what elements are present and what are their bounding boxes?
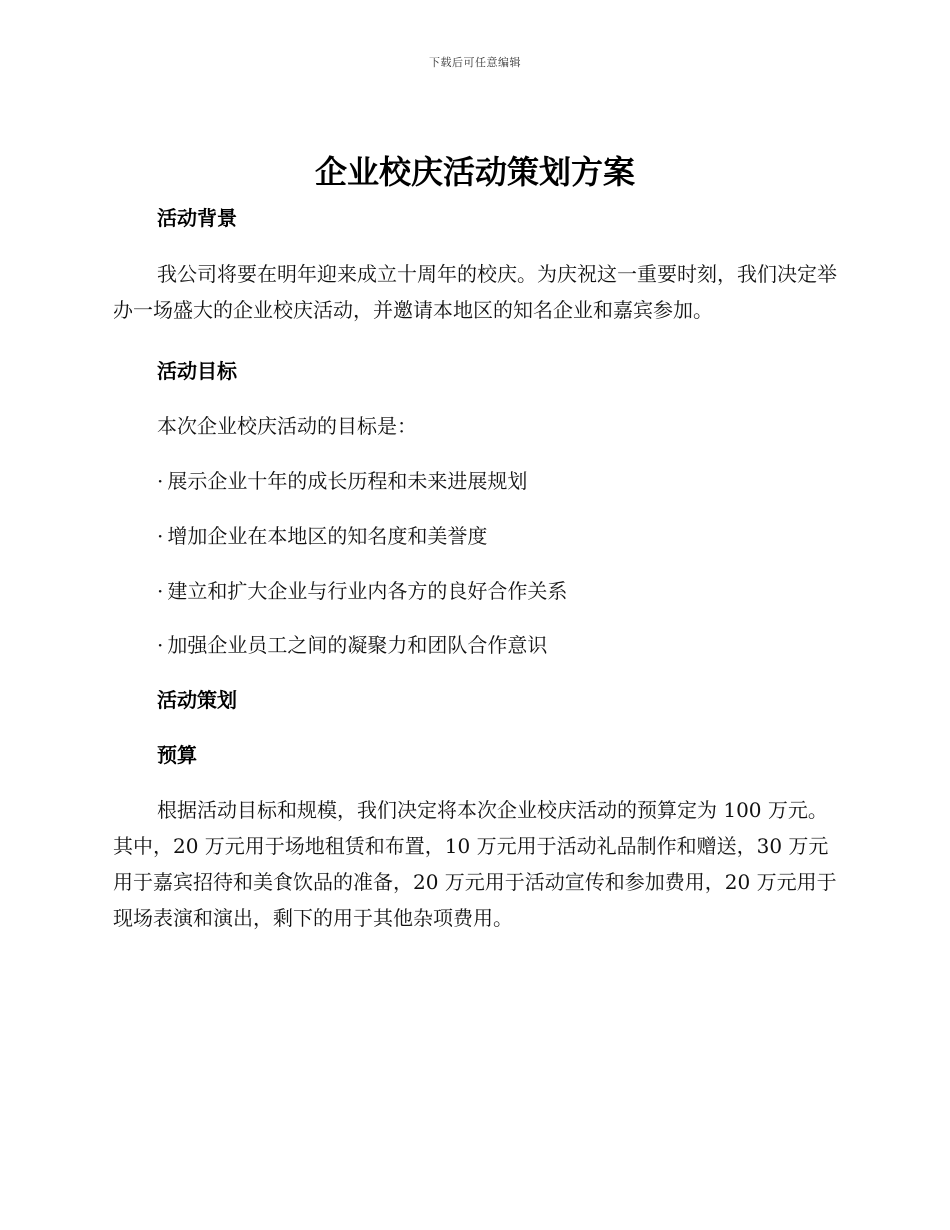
heading-planning: 活动策划 bbox=[157, 688, 237, 712]
goals-intro: 本次企业校庆活动的目标是： bbox=[157, 414, 417, 438]
bullet-marker: · bbox=[157, 633, 164, 657]
goal-list-item bbox=[157, 577, 567, 605]
goal-item-text: 加强企业员工之间的凝聚力和团队合作意识 bbox=[167, 633, 548, 657]
bullet-marker: · bbox=[157, 579, 164, 603]
document-title: 企业校庆活动策划方案 bbox=[314, 153, 635, 191]
goal-list-item bbox=[157, 631, 547, 659]
paragraph-budget: 根据活动目标和规模，我们决定将本次企业校庆活动的预算定为 100 万元。其中，20 万元用于场地租赁和布置，10 万元用于活动礼品制作和赠送，30 万元用于嘉宾招待和美食饮品的准备，20 万元用于活动宣传和参加费用，20 万元用于现场表演和演出，剩下的用于其他杂项费用。 bbox=[113, 798, 837, 930]
goal-item-text: 增加企业在本地区的知名度和美誉度 bbox=[167, 524, 488, 548]
bullet-marker: · bbox=[157, 469, 164, 493]
header-note: 下载后可任意编辑 bbox=[429, 56, 521, 69]
heading-goals: 活动目标 bbox=[157, 359, 237, 383]
goal-list-item bbox=[157, 522, 487, 550]
goal-list-item bbox=[157, 467, 527, 495]
goal-item-text: 展示企业十年的成长历程和未来进展规划 bbox=[167, 469, 528, 493]
paragraph-background: 我公司将要在明年迎来成立十周年的校庆。为庆祝这一重要时刻，我们决定举办一场盛大的企业校庆活动，并邀请本地区的知名企业和嘉宾参加。 bbox=[113, 262, 837, 322]
heading-budget: 预算 bbox=[157, 743, 197, 767]
goal-item-text: 建立和扩大企业与行业内各方的良好合作关系 bbox=[167, 579, 568, 603]
heading-background: 活动背景 bbox=[157, 206, 237, 230]
bullet-marker: · bbox=[157, 524, 164, 548]
